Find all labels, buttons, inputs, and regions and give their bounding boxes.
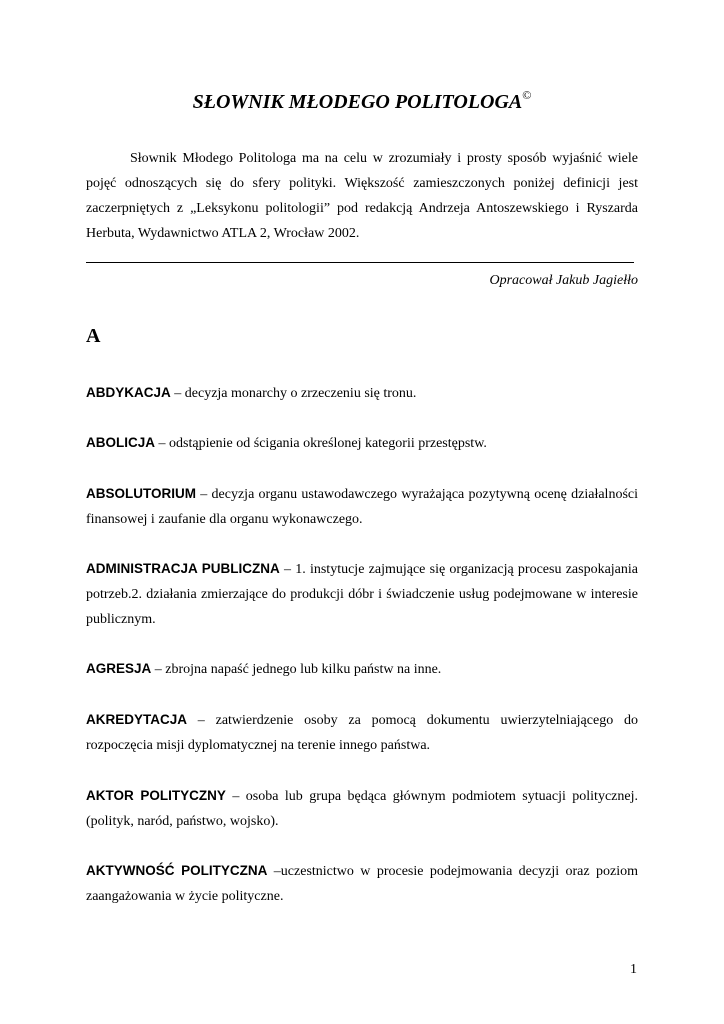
entry-definition: – osoba lub grupa będąca głównym podmiotem sytuacji politycznej. (polityk, naród, państwo, wojsko). [86, 789, 638, 829]
section-letter: A [86, 325, 101, 347]
glossary-entry [86, 481, 638, 532]
title-text: SŁOWNIK MŁODEGO POLITOLOGA [192, 91, 523, 113]
intro-paragraph: Słownik Młodego Politologa ma na celu w zrozumiały i prosty sposób wyjaśnić wiele pojęć odnoszących się do sfery polityki. Większość zamieszczonych poniżej definicji jest zaczerpniętych z „Leksykonu politologii” pod redakcją Andrzeja Antoszewskiego i Ryszarda Herbuta, Wydawnictwo ATLA 2, Wrocław 2002. [86, 151, 638, 241]
copyright-mark: © [522, 88, 532, 102]
entry-definition: – zatwierdzenie osoby za pomocą dokumentu uwierzytelniającego do rozpoczęcia misji dyplomatycznej na terenie innego państwa. [86, 713, 638, 753]
entry-definition: – zbrojna napaść jednego lub kilku państw na inne. [151, 662, 442, 677]
entry-term: AKTYWNOŚĆ POLITYCZNA [86, 863, 268, 878]
glossary-entry [86, 656, 638, 682]
glossary-entry [86, 707, 638, 758]
entry-term: ABDYKACJA [86, 385, 171, 400]
page-title [0, 88, 724, 114]
glossary-entry [86, 783, 638, 834]
entry-term: AKTOR POLITYCZNY [86, 788, 226, 803]
entry-definition: –uczestnictwo w procesie podejmowania decyzji oraz poziom zaangażowania w życie polityczne. [86, 864, 638, 904]
entry-term: AGRESJA [86, 661, 152, 676]
glossary-entry [86, 380, 638, 406]
entry-term: ABSOLUTORIUM [86, 486, 196, 501]
entry-definition: – odstąpienie od ścigania określonej kategorii przestępstw. [155, 436, 487, 451]
glossary-entry [86, 430, 638, 456]
entry-term: AKREDYTACJA [86, 712, 188, 727]
divider-line [86, 262, 634, 263]
glossary-entry [86, 858, 638, 909]
entry-term: ABOLICJA [86, 435, 156, 450]
glossary-entry [86, 556, 638, 632]
author-credit: Opracował Jakub Jagiełło [489, 273, 638, 288]
entry-definition: – decyzja monarchy o zrzeczeniu się tronu. [170, 386, 417, 401]
entry-definition: – 1. instytucje zajmujące się organizacją procesu zaspokajania potrzeb.2. działania zmierzające do produkcji dóbr i świadczenie usług podejmowane w interesie publicznym. [86, 562, 638, 627]
entry-definition: – decyzja organu ustawodawczego wyrażająca pozytywną ocenę działalności finansowej i zaufanie dla organu wykonawczego. [86, 487, 638, 527]
page-number: 1 [630, 962, 637, 977]
entry-term: ADMINISTRACJA PUBLICZNA [86, 561, 280, 576]
